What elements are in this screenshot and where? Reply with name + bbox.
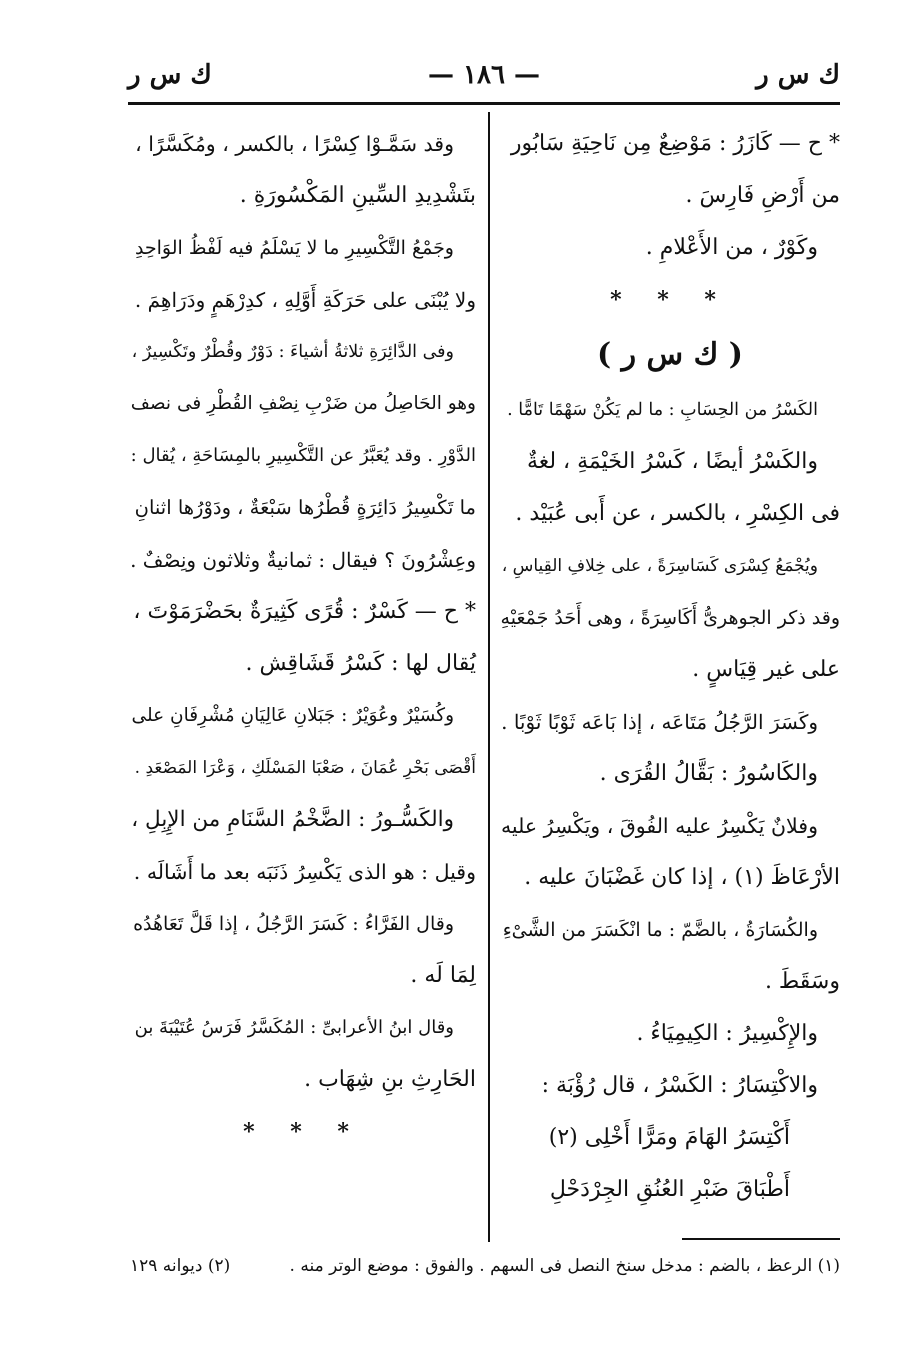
- text-line: وهو الحَاصِلُ من ضَرْبِ نِصْفِ القُطْرِ فى نصف: [130, 393, 476, 414]
- text-line: والاكْتِسَارُ : الكَسْرُ ، قال رُؤْبَة :: [541, 1073, 818, 1098]
- text-line: * ح — كَازَرُ : مَوْضِعٌ مِن نَاحِيَةِ سَابُور: [510, 131, 840, 156]
- footnote-rule: [682, 1238, 840, 1240]
- text-line: الأرْعَاظَ (١) ، إذا كان غَضْبَانَ عليه .: [524, 865, 840, 890]
- footnotes: [130, 1256, 840, 1286]
- footnote-2: (٢) ديوانه ١٢٩: [130, 1256, 231, 1276]
- text-line: وجَمْعُ التَّكْسِيرِ ما لا يَسْلَمُ فيه لَفْظُ الوَاحِدِ: [134, 237, 454, 259]
- text-line: ما تَكْسِيرُ دَائِرَةٍ قُطْرُها سَبْعَةٌ ، ودَوْرُها اثنانِ: [134, 496, 476, 519]
- text-line: وقال الفَرَّاءُ : كَسَرَ الرَّجُلُ ، إذا قَلَّ تَعَاهُدُه: [133, 913, 454, 935]
- text-line: وعِشْرُونَ ؟ فيقال : ثمانيةٌ وثلاثون ونِصْفٌ .: [130, 548, 476, 572]
- text-line: ويُجْمَعُ كِسْرَى كَسَاسِرَةً ، على خِلافِ القِياسِ ،: [501, 556, 818, 576]
- text-line: بتَشْدِيدِ السِّينِ المَكْسُورَةِ .: [239, 183, 476, 208]
- text-line: الحَارِثِ بنِ شِهَاب .: [304, 1067, 476, 1092]
- text-line: يُقال لها : كَسْرُ قَشَاقِش .: [245, 651, 476, 676]
- text-line: وقد سَمَّـوْا كِسْرًا ، بالكسر ، ومُكَسَّرًا ،: [135, 132, 454, 156]
- text-line: وقال ابنُ الأعرابىِّ : المُكَسَّرُ فَرَسُ عُتَيْبَةَ بن: [134, 1017, 454, 1038]
- left-column: [130, 118, 476, 1158]
- text-line: ولا يُبْنَى على حَرَكَةِ أَوَّلِهِ ، كدِرْهَمٍ ودَرَاهِمَ .: [134, 288, 476, 312]
- page-header: [128, 60, 840, 100]
- text-line: وقد ذكر الجوهرىُّ أَكَاسِرَةً ، وهى أَحَدُ جَمْعَيْهِ: [500, 607, 840, 629]
- footnote-1: (١) الرعظ ، بالضم : مدخل سنخ النصل فى السهم . والفوق : موضع الوتر منه .: [289, 1256, 840, 1276]
- text-line: فى الكِسْرِ ، بالكسر ، عن أَبى عُبَيْد .: [515, 501, 840, 526]
- text-line: والكَاسُورُ : بَقَّالُ القُرَى .: [599, 761, 818, 786]
- text-line: وفى الدَّائِرَةِ ثلاثةُ أشياءَ : دَوْرٌ وقُطْرٌ وتَكْسِيرٌ ،: [131, 342, 454, 362]
- text-line: والكَسْرُ أيضًا ، كَسْرُ الخَيْمَةِ ، لغةٌ: [526, 449, 818, 474]
- column-divider: [488, 112, 490, 1242]
- text-line: من أَرْضِ فَارِسَ .: [685, 183, 840, 208]
- text-line: وسَقَطَ .: [764, 969, 840, 994]
- text-line: والكُسَارَةُ ، بالضَّمّ : ما انْكَسَرَ من الشَّىْءِ: [502, 919, 818, 941]
- header-root-left: ك س ر: [128, 60, 212, 90]
- text-line: أَطْبَاقَ ضَبْرِ العُنُقِ الجِرْدَحْلِ: [549, 1177, 790, 1202]
- section-separator: * * *: [610, 287, 730, 313]
- text-line: الكَسْرُ من الحِسَابِ : ما لم يَكُنْ سَهْمًا تَامًّا .: [507, 400, 818, 420]
- text-line: على غير قِيَاسٍ .: [692, 657, 840, 682]
- text-line: وكُسَيْرٌ وعُوَيْرٌ : جَبَلانِ عَالِيَانِ مُشْرِفَانِ على: [131, 705, 454, 726]
- text-line: والكَسُّـورُ : الضَّخْمُ السَّنَامِ من الإِبِلِ ،: [131, 807, 454, 832]
- right-column: [500, 118, 840, 1216]
- section-separator: * * *: [243, 1119, 363, 1145]
- text-line: والإِكْسِيرُ : الكِيمِيَاءُ .: [636, 1021, 818, 1046]
- header-root-right: ك س ر: [756, 60, 840, 90]
- text-line: * ح — كَسْرٌ : قُرًى كَثِيرَةٌ بحَضْرَمَوْتَ ،: [133, 599, 476, 624]
- text-line: الدَّوْرِ . وقد يُعَبَّرُ عن التَّكْسِيرِ بالمِسَاحَةِ ، يُقال :: [130, 445, 476, 466]
- text-line: وقيل : هو الذى يَكْسِرُ ذَنَبَه بعد ما أَشَالَه .: [133, 860, 476, 884]
- entry-heading: ( ك س ر ): [596, 337, 743, 372]
- text-line: وكَسَرَ الرَّجُلُ مَتَاعَه ، إذا بَاعَه ثَوْبًا ثَوْبًا .: [501, 710, 818, 734]
- text-line: وفلانٌ يَكْسِرُ عليه الفُوقَ ، ويَكْسِرُ عليه: [500, 814, 818, 838]
- text-line: وكَوْرٌ ، من الأَعْلامِ .: [645, 235, 818, 260]
- text-line: لِمَا لَه .: [410, 963, 476, 988]
- text-line: أَكْتِسَرُ الهَامَ ومَرًّا أَخْلِى (٢): [548, 1125, 790, 1150]
- page-number: — ١٨٦ —: [427, 60, 541, 90]
- header-rule: [128, 102, 840, 105]
- text-line: أَقْصَى بَحْرِ عُمَانَ ، صَعْبَا المَسْلَكِ ، وَعْرَا المَصْعَدِ .: [134, 758, 476, 778]
